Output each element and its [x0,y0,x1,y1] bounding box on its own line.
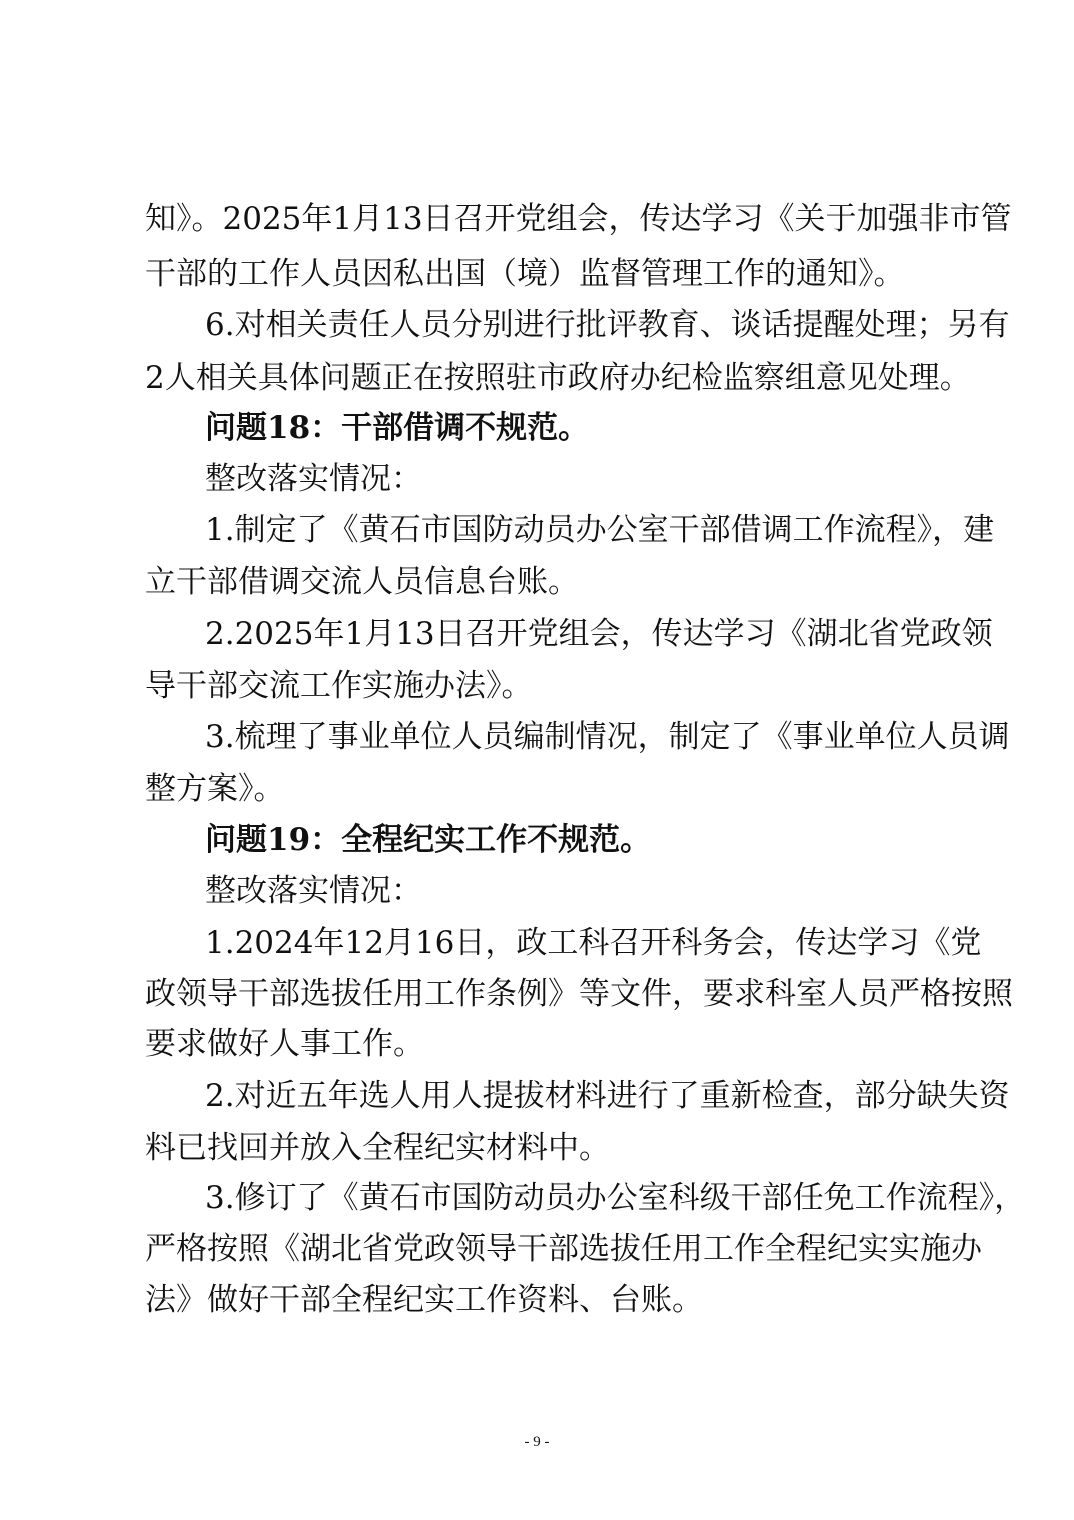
paragraph-line: 料已找回并放入全程纪实材料中。 [145,1130,610,1166]
paragraph-line: 严格按照《湖北省党政领导干部选拔任用工作全程纪实实施办 [145,1231,982,1267]
paragraph-line: 法》做好干部全程纪实工作资料、台账。 [145,1282,703,1318]
paragraph-line: 干部的工作人员因私出国（境）监督管理工作的通知》。 [145,256,905,292]
page-number: - 9 - [524,1434,550,1450]
paragraph-line: 导干部交流工作实施办法》。 [145,668,533,704]
paragraph-line: 整方案》。 [145,771,285,807]
paragraph-line: 2.对近五年选人用人提拔材料进行了重新检查，部分缺失资 [205,1078,1010,1114]
paragraph-line: 政领导干部选拔任用工作条例》等文件，要求科室人员严格按照 [145,976,1013,1012]
section-heading: 问题19：全程纪实工作不规范。 [205,822,652,858]
paragraph-line: 立干部借调交流人员信息台账。 [145,564,579,600]
paragraph-line: 2人相关具体问题正在按照驻市政府办纪检监察组意见处理。 [145,360,971,396]
paragraph-line: 知》。2025年1月13日召开党组会，传达学习《关于加强非市管 [145,201,1012,237]
paragraph-line: 2.2025年1月13日召开党组会，传达学习《湖北省党政领 [205,616,993,652]
paragraph-line: 3.梳理了事业单位人员编制情况，制定了《事业单位人员调 [205,719,1010,755]
paragraph-line: 3.修订了《黄石市国防动员办公室科级干部任免工作流程》， [205,1180,1026,1216]
paragraph-line: 1.2024年12月16日，政工科召开科务会，传达学习《党 [205,925,982,961]
subheading: 整改落实情况： [205,461,422,497]
subheading: 整改落实情况： [205,873,422,909]
paragraph-line: 要求做好人事工作。 [145,1026,424,1062]
paragraph-line: 6.对相关责任人员分别进行批评教育、谈话提醒处理；另有 [205,307,1010,343]
section-heading: 问题18：干部借调不规范。 [205,410,590,446]
paragraph-line: 1.制定了《黄石市国防动员办公室干部借调工作流程》，建 [205,512,995,548]
